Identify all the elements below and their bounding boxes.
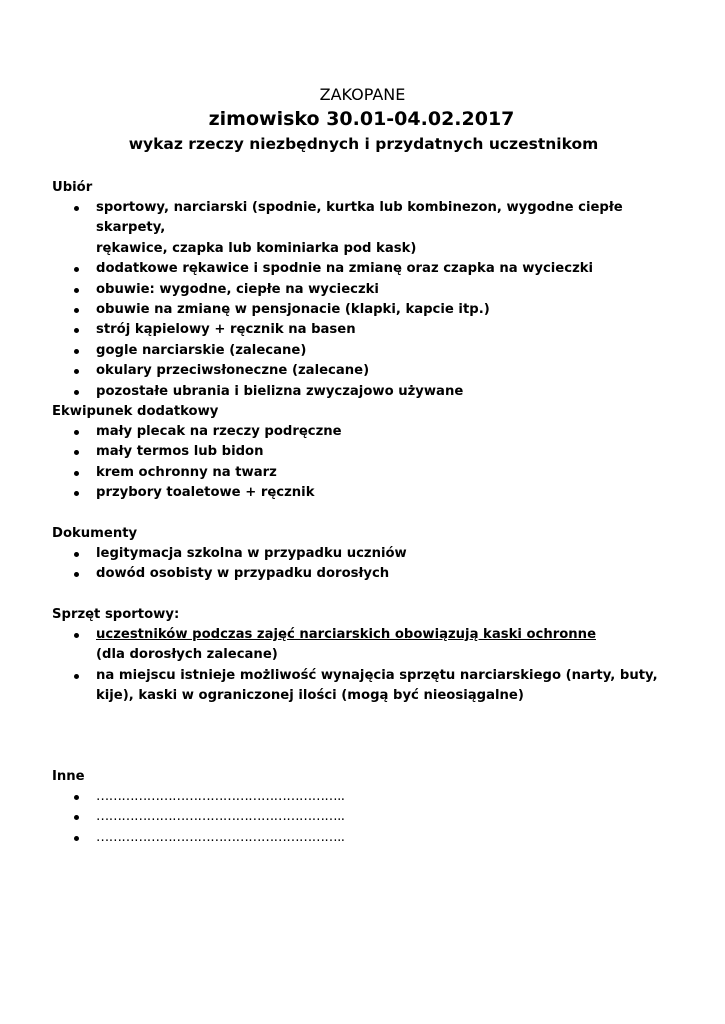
bullet-icon <box>74 267 79 272</box>
bullet-icon <box>74 288 79 293</box>
list-item <box>52 320 692 340</box>
item-text: legitymacja szkolna w przypadku uczniów <box>96 546 407 561</box>
section-title: Inne <box>52 769 85 784</box>
bullet-icon <box>74 471 79 476</box>
bullet-icon <box>74 552 79 557</box>
section-ekwipunek <box>52 402 692 504</box>
list-item <box>52 807 692 827</box>
list-item <box>52 300 692 320</box>
list-item <box>52 198 692 259</box>
item-text: mały plecak na rzeczy podręczne <box>96 424 342 439</box>
item-list <box>52 422 692 504</box>
item-text: przybory toaletowe + ręcznik <box>96 485 315 501</box>
item-text-line1: na miejscu istnieje możliwość wynajęcia sprzętu narciarskiego (narty, buty, <box>96 667 658 683</box>
item-text-line2: kije), kaski w ograniczonej ilości (mogą być nieosiągalne) <box>96 688 524 704</box>
header-subtitle: wykaz rzeczy niezbędnych i przydatnych uczestnikom <box>128 135 599 153</box>
section-sprzet <box>52 605 692 707</box>
section-title: Ekwipunek dodatkowy <box>52 404 219 419</box>
bullet-icon <box>74 450 79 455</box>
item-text-line2: (dla dorosłych zalecane) <box>96 647 278 663</box>
bullet-icon <box>74 328 79 333</box>
item-text: dowód osobisty w przypadku dorosłych <box>96 566 390 582</box>
item-list <box>52 198 692 402</box>
item-text-line1: uczestników podczas zajęć narciarskich obowiązują kaski ochronne <box>96 627 597 642</box>
section-inne <box>52 767 692 848</box>
list-item <box>52 361 692 381</box>
blank-line-placeholder: ………………………………………………….. <box>96 829 345 845</box>
bullet-icon <box>74 349 79 354</box>
list-item <box>52 666 692 707</box>
bullet-icon <box>74 390 79 395</box>
item-text: pozostałe ubrania i bielizna zwyczajowo używane <box>96 383 464 399</box>
list-item <box>52 564 692 584</box>
bullet-icon <box>74 815 79 820</box>
item-list <box>52 787 692 848</box>
list-item <box>52 544 692 564</box>
item-text: obuwie na zmianę w pensjonacie (klapki, kapcie itp.) <box>96 302 490 318</box>
bullet-icon <box>74 308 79 313</box>
list-item <box>52 625 692 666</box>
header-title: zimowisko 30.01-04.02.2017 <box>208 108 515 130</box>
list-item <box>52 787 692 807</box>
blank-line-placeholder: ………………………………………………….. <box>96 809 345 825</box>
bullet-icon <box>74 674 79 679</box>
section-title: Dokumenty <box>52 526 138 541</box>
list-item <box>52 259 692 279</box>
bullet-icon <box>74 491 79 496</box>
bullet-icon <box>74 206 79 211</box>
bullet-icon <box>74 572 79 577</box>
section-title: Ubiór <box>52 180 93 195</box>
list-item <box>52 483 692 503</box>
section-dokumenty <box>52 524 692 585</box>
list-item <box>52 280 692 300</box>
item-text: gogle narciarskie (zalecane) <box>96 342 307 358</box>
list-item <box>52 442 692 462</box>
item-text-line1: sportowy, narciarski (spodnie, kurtka lub kombinezon, wygodne ciepłe skarpety, <box>96 200 623 236</box>
header-location: ZAKOPANE <box>319 85 406 104</box>
document-header <box>0 84 725 156</box>
bullet-icon <box>74 836 79 841</box>
bullet-icon <box>74 633 79 638</box>
list-item <box>52 422 692 442</box>
bullet-icon <box>74 369 79 374</box>
item-text-line2: rękawice, czapka lub kominiarka pod kask) <box>96 240 417 256</box>
list-item <box>52 382 692 402</box>
list-item <box>52 341 692 361</box>
blank-line-placeholder: ………………………………………………….. <box>96 789 345 804</box>
bullet-icon <box>74 795 79 800</box>
section-title: Sprzęt sportowy: <box>52 607 180 622</box>
bullet-icon <box>74 430 79 435</box>
item-list <box>52 625 692 707</box>
list-item <box>52 828 692 848</box>
list-item <box>52 463 692 483</box>
item-text: dodatkowe rękawice i spodnie na zmianę oraz czapka na wycieczki <box>96 261 594 277</box>
item-text: obuwie: wygodne, ciepłe na wycieczki <box>96 281 379 297</box>
item-list <box>52 544 692 585</box>
item-text: okulary przeciwsłoneczne (zalecane) <box>96 363 370 379</box>
item-text: mały termos lub bidon <box>96 444 264 460</box>
section-ubior <box>52 178 692 402</box>
item-text: strój kąpielowy + ręcznik na basen <box>96 322 356 338</box>
item-text: krem ochronny na twarz <box>96 464 277 480</box>
